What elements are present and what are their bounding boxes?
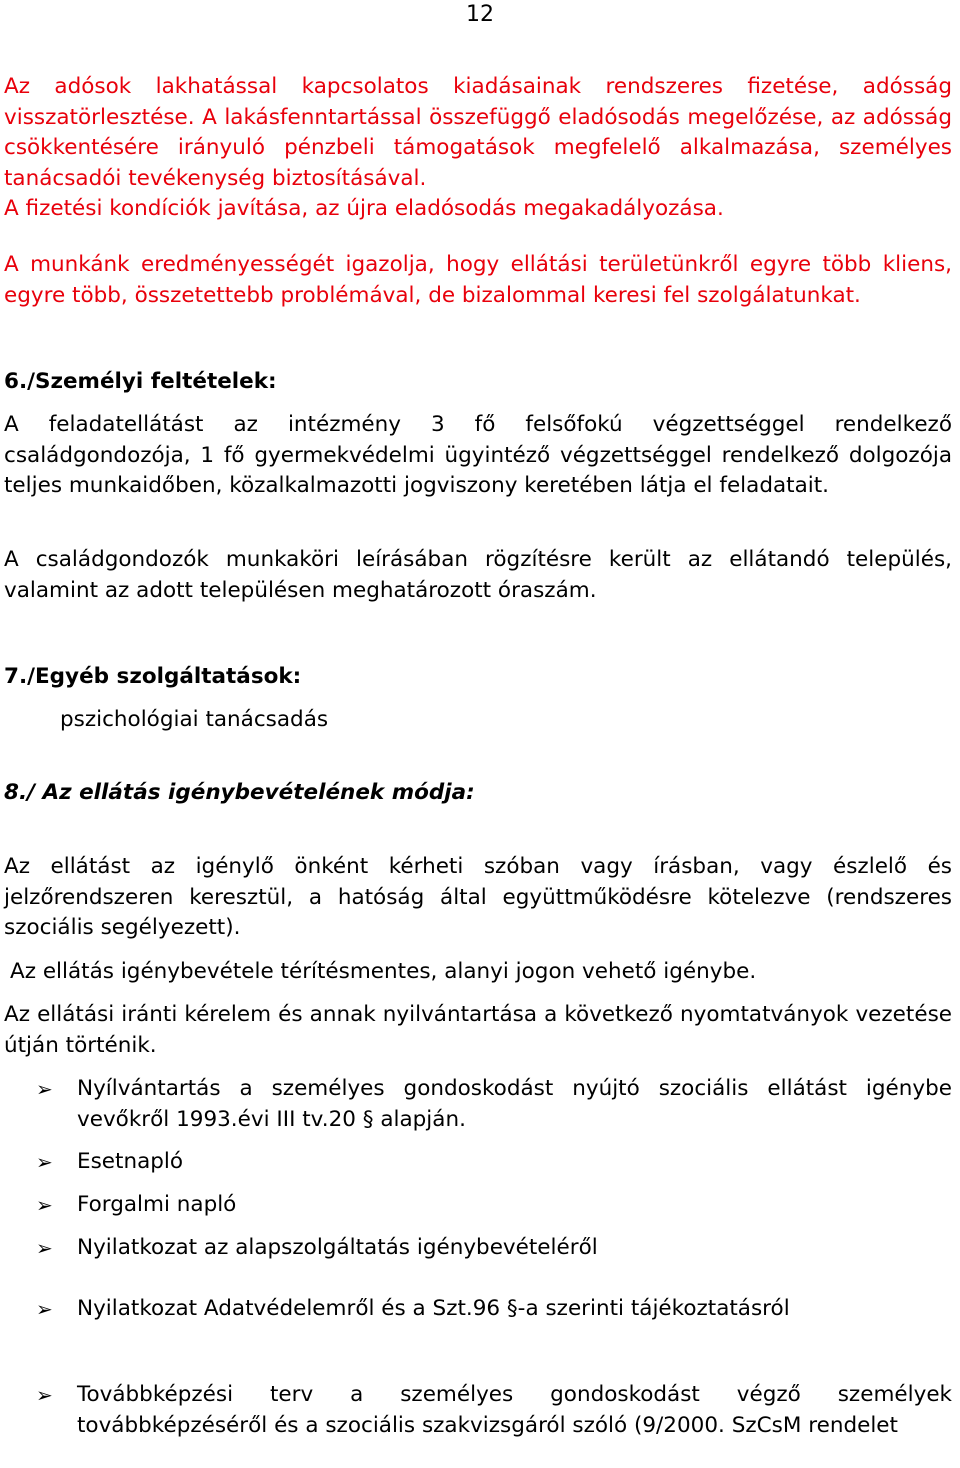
paragraph-debt-support: Az adósok lakhatással kapcsolatos kiadásainak rendszeres fizetése, adósság visszatörlesztése. A lakásfenntartással összefüggő eladósodás megelőzése, az adósság csökkentésére irányuló pénzbeli támogatások megfelelő alkalmazása, személyes tanácsadói tevékenység biztosításával.: [4, 74, 952, 191]
arrow-bullet-icon: ➢: [36, 1236, 53, 1260]
paragraph-request: Az ellátást az igénylő önként kérheti szóban vagy írásban, vagy észlelő és jelzőrendszeren keresztül, a hatóság által együttműködésre kötelezve (rendszeres szociális segélyezett).: [4, 854, 952, 940]
list-item-text: Nyilatkozat az alapszolgáltatás igénybevételéről: [77, 1235, 598, 1260]
list-item-text: Forgalmi napló: [77, 1192, 237, 1217]
arrow-bullet-icon: ➢: [36, 1383, 53, 1407]
heading-access-method: 8./ Az ellátás igénybevételének módja:: [4, 780, 475, 805]
arrow-bullet-icon: ➢: [36, 1193, 53, 1217]
paragraph-free-of-charge: Az ellátás igénybevétele térítésmentes, alanyi jogon vehető igénybe.: [10, 959, 757, 984]
list-item-text: Továbbképzési terv a személyes gondoskodást végző személyek továbbképzéséről és a szociális szakvizsgáról szóló (9/2000. SzCsM rendelet: [77, 1382, 952, 1438]
paragraph-payment-conditions: A fizetési kondíciók javítása, az újra eladósodás megakadályozása.: [4, 196, 724, 221]
list-item-text: Esetnapló: [77, 1149, 184, 1174]
page-number: 12: [466, 2, 494, 27]
paragraph-effectiveness: A munkánk eredményességét igazolja, hogy ellátási területünkről egyre több kliens, egyre több, összetettebb problémával, de bizalommal keresi fel szolgálatunkat.: [4, 252, 952, 308]
paragraph-staffing: A feladatellátást az intézmény 3 fő felsőfokú végzettséggel rendelkező családgondozója, 1 fő gyermekvédelmi ügyintéző végzettséggel rendelkező dolgozója teljes munkaidőben, közalkalmazotti jogviszony keretében látja el feladatait.: [4, 412, 952, 498]
arrow-bullet-icon: ➢: [36, 1077, 53, 1101]
paragraph-forms-intro: Az ellátási iránti kérelem és annak nyilvántartása a következő nyomtatványok vezetése útján történik.: [4, 1002, 952, 1058]
paragraph-job-description: A családgondozók munkaköri leírásában rögzítésre került az ellátandó település, valamint az adott településen meghatározott óraszám.: [4, 547, 952, 603]
heading-personal-conditions: 6./Személyi feltételek:: [4, 369, 277, 394]
arrow-bullet-icon: ➢: [36, 1297, 53, 1321]
arrow-bullet-icon: ➢: [36, 1150, 53, 1174]
service-item-psychology: pszichológiai tanácsadás: [60, 707, 329, 732]
heading-other-services: 7./Egyéb szolgáltatások:: [4, 664, 302, 689]
list-item-text: Nyílvántartás a személyes gondoskodást nyújtó szociális ellátást igénybe vevőkről 1993.évi III tv.20 § alapján.: [77, 1076, 952, 1132]
list-item-text: Nyilatkozat Adatvédelemről és a Szt.96 §-a szerinti tájékoztatásról: [77, 1296, 790, 1321]
